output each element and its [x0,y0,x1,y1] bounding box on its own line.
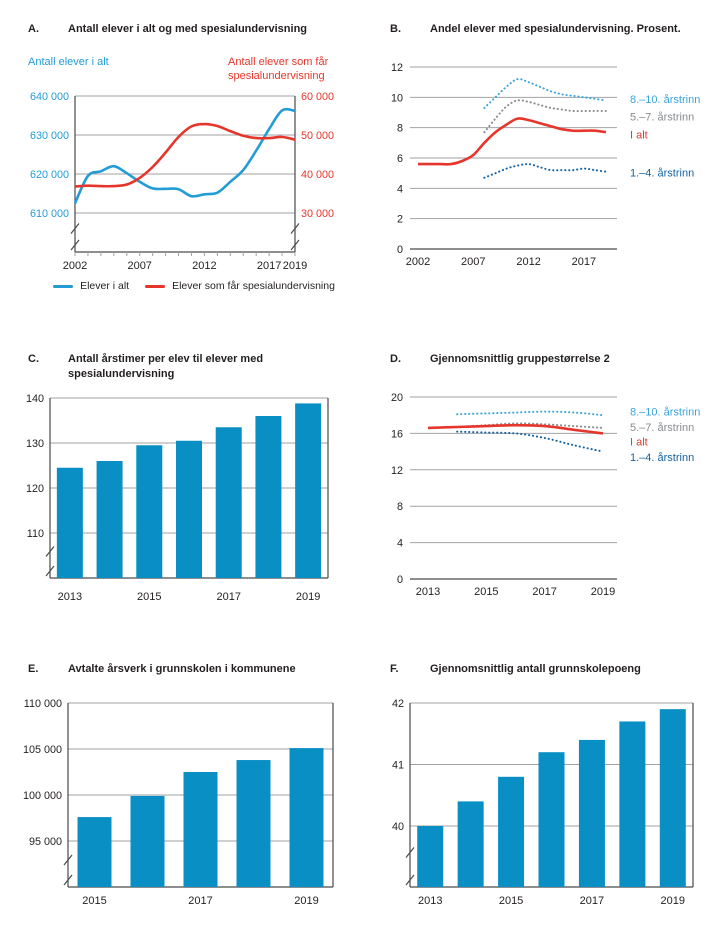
series-line [484,164,606,178]
legend-line-swatch-blue [53,285,73,288]
y-tick-label: 120 [25,483,44,495]
x-tick-label: 2002 [405,256,431,268]
series-line [484,79,606,108]
x-tick-label: 2019 [295,591,321,603]
left-y-tick-label: 630 000 [29,130,69,142]
bar [290,748,324,887]
y-tick-label: 8 [396,122,403,135]
x-tick-label: 2013 [57,591,83,603]
right-y-tick-label: 60 000 [301,91,335,103]
x-tick-label: 2017 [256,260,282,272]
chart-d [390,388,719,603]
y-tick-label: 12 [390,464,403,477]
chart-e [22,694,360,916]
series-label: I alt [630,436,648,449]
left-y-tick-label: 640 000 [29,91,69,103]
panel-title: Avtalte årsverk i grunnskolen i kommunene [68,663,296,675]
panel-c-header [28,352,360,381]
x-tick-label: 2019 [282,260,308,272]
panel-f [390,662,719,937]
panel-b [390,22,719,352]
y-tick-label: 95 000 [28,836,62,848]
y-tick-label: 2 [396,213,403,226]
x-tick-label: 2017 [188,895,213,907]
panel-f-header [390,662,719,677]
x-tick-label: 2002 [62,260,88,272]
y-tick-label: 100 000 [22,790,62,802]
chart-c [25,392,360,610]
x-tick-label: 2017 [532,586,557,598]
bar [136,445,162,578]
x-tick-label: 2012 [192,260,217,272]
panel-a [28,22,360,352]
y-tick-label: 140 [25,393,44,405]
legend [28,280,360,292]
panel-title: Antall årstimer per elev til elever med spesialundervisning [68,353,264,380]
y-tick-label: 110 000 [23,698,62,710]
left-y-tick-label: 620 000 [29,169,69,181]
right-y-tick-label: 50 000 [301,130,335,142]
x-tick-label: 2015 [474,586,499,598]
x-tick-label: 2015 [498,895,524,907]
left-axis-label: Antall elever i alt [28,56,109,68]
panel-title: Andel elever med spesialundervisning. Prosent. [430,23,681,35]
axis-labels [28,55,360,89]
y-tick-label: 0 [396,244,403,256]
legend-item [145,280,335,292]
panel-e [22,662,360,937]
panel-d [390,352,719,682]
series-label: 5.–7. årstrinn [630,422,695,435]
y-tick-label: 42 [391,698,404,710]
x-tick-label: 2019 [294,895,319,907]
panel-c [25,352,360,682]
y-tick-label: 105 000 [22,744,62,756]
x-tick-label: 2007 [461,256,486,268]
x-tick-label: 2013 [417,895,443,907]
bar [539,752,565,887]
y-tick-label: 16 [390,428,403,441]
bar [97,461,123,578]
bar [131,796,165,887]
chart-f [390,694,719,916]
panel-title: Gjennomsnittlig gruppestørrelse 2 [430,353,610,365]
panel-e-header [28,662,360,677]
series-label: I alt [630,129,648,142]
series-line [75,124,295,186]
chart-b [390,60,719,275]
bar [498,777,524,887]
bar [619,721,645,887]
x-tick-label: 2015 [82,895,107,907]
left-y-tick-label: 610 000 [29,208,69,220]
panel-letter: E. [28,663,39,675]
panel-a-header [28,22,360,37]
bar [458,801,484,887]
right-y-tick-label: 30 000 [301,208,335,220]
y-tick-label: 4 [396,537,403,550]
panel-title: Gjennomsnittlig antall grunnskolepoeng [430,663,641,675]
series-label: 1.–4. årstrinn [630,167,695,180]
y-tick-label: 6 [396,153,403,165]
y-tick-label: 41 [391,759,404,772]
bar [417,826,443,887]
bar [660,709,686,887]
panel-letter: F. [390,663,399,675]
bar [295,403,321,578]
panel-b-header [390,22,719,37]
y-tick-label: 20 [390,392,403,404]
y-tick-label: 8 [396,501,403,514]
series-line [418,118,606,164]
series-line [75,109,295,203]
bar [216,427,242,578]
x-tick-label: 2019 [660,895,686,907]
y-tick-label: 40 [391,821,404,833]
right-y-tick-label: 40 000 [301,169,335,181]
legend-label: Elever som får spesialundervisning [172,280,335,292]
series-line [457,432,603,452]
x-tick-label: 2015 [137,591,162,603]
series-label: 5.–7. årstrinn [630,111,695,124]
series-label: 8.–10. årstrinn [630,93,701,106]
right-axis-label: Antall elever som får spesialundervisning [228,56,329,83]
legend-line-swatch-red [145,285,165,288]
bar [176,441,202,578]
y-tick-label: 0 [396,574,403,586]
panel-letter: A. [28,23,39,35]
legend-item [53,280,129,292]
bar [255,416,281,578]
x-tick-label: 2017 [216,591,241,603]
x-tick-label: 2019 [590,586,616,598]
panel-title: Antall elever i alt og med spesialundervisning [68,23,308,35]
x-tick-label: 2017 [579,895,605,907]
bar [184,772,218,887]
bar [237,760,271,887]
y-tick-label: 10 [390,92,403,105]
y-tick-label: 12 [390,62,403,74]
series-label: 8.–10. årstrinn [630,406,701,419]
x-tick-label: 2007 [127,260,152,272]
bar [579,740,605,887]
series-line [457,412,603,416]
chart-a [28,88,360,280]
panel-letter: D. [390,353,401,365]
bar [57,468,83,578]
panel-letter: B. [390,23,401,35]
panel-letter: C. [28,353,39,365]
bar [78,817,112,887]
x-tick-label: 2013 [415,586,441,598]
y-tick-label: 4 [396,183,403,196]
panel-d-header [390,352,719,367]
series-label: 1.–4. årstrinn [630,452,695,465]
y-tick-label: 130 [25,438,44,450]
x-tick-label: 2017 [571,256,597,268]
legend-label: Elever i alt [80,280,130,292]
x-tick-label: 2012 [516,256,541,268]
y-tick-label: 110 [26,528,44,540]
